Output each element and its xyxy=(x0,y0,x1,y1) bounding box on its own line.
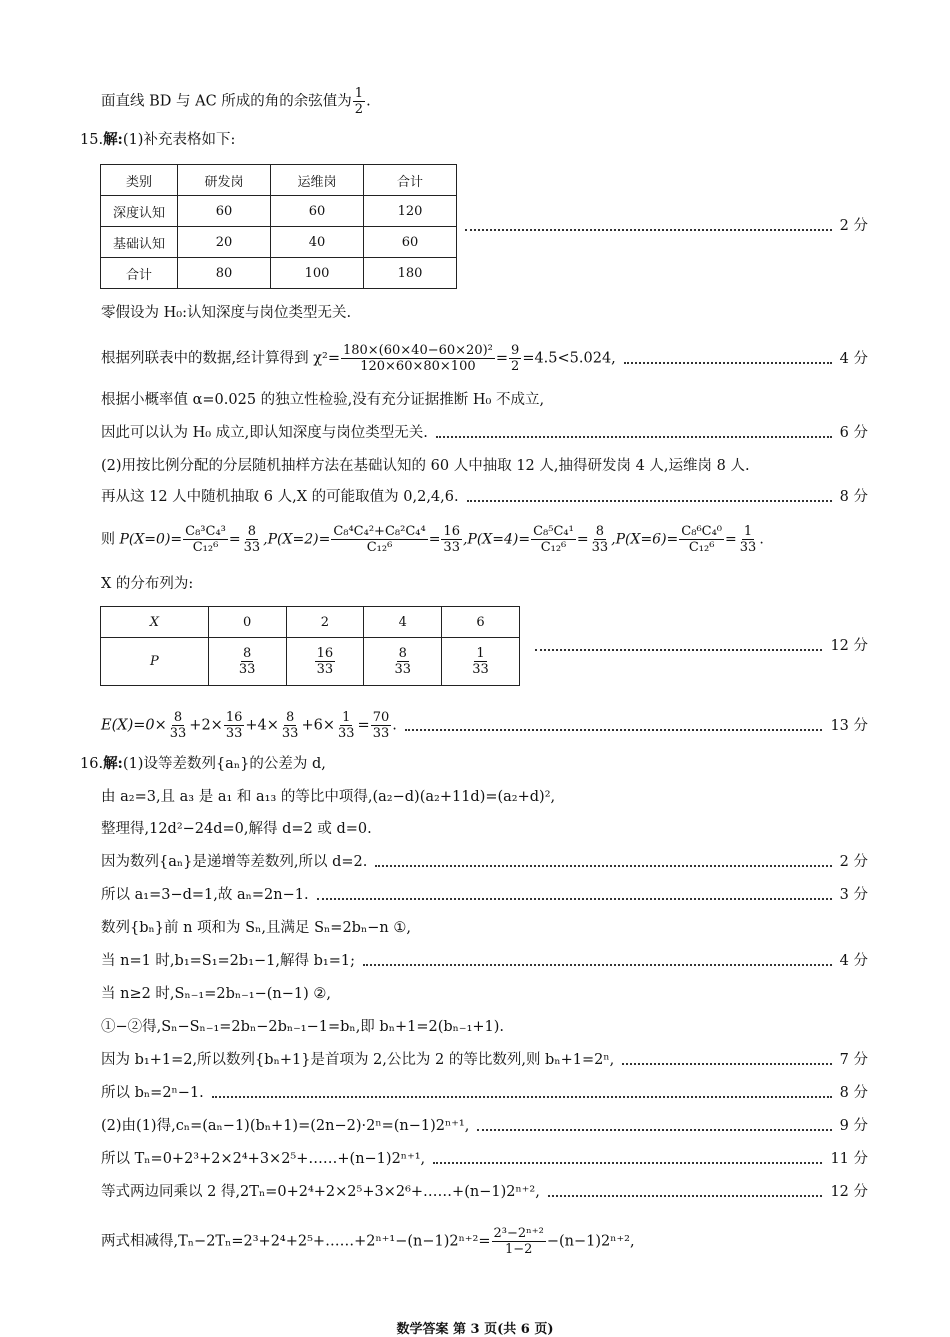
table-cell: 基础认知 xyxy=(101,227,178,258)
score: 8 分 xyxy=(839,489,868,505)
score: 8 分 xyxy=(839,1085,868,1101)
fraction: $\frac{16}{33}$ xyxy=(443,524,460,555)
dot-leader xyxy=(433,1162,822,1164)
table-row xyxy=(101,227,457,258)
q16-line: 由 a₂=3,且 a₃ 是 a₁ 和 a₁₃ 的等比中项得,(a₂−d)(a₂+11d)=(a₂+d)², xyxy=(101,789,556,805)
q16-solution-label: 解: xyxy=(103,755,123,772)
fraction: $\frac{\text{C₈⁴C₄²+C₈²C₄⁴}}{\text{C₁₂⁶}}$ xyxy=(333,524,426,555)
table-cell: 80 xyxy=(178,258,271,289)
fraction: $\frac{1}{33}$ xyxy=(739,524,757,555)
values-row: 再从这 12 人中随机抽取 6 人,X 的可能取值为 0,2,4,6. 8 分 xyxy=(101,489,868,505)
top-line-text: 面直线 BD 与 AC 所成的角的余弦值为 xyxy=(101,93,352,110)
fraction: $\frac{\text{2³−2ⁿ⁺²}}{1-2}$ xyxy=(493,1226,544,1257)
dot-leader xyxy=(535,649,822,651)
contingency-table xyxy=(100,164,457,289)
top-line: 面直线 BD 与 AC 所成的角的余弦值为 $\frac{1}{2}$ . xyxy=(101,86,371,117)
score: 4 分 xyxy=(839,350,868,367)
score: 4 分 xyxy=(839,953,868,969)
score: 7 分 xyxy=(839,1052,868,1068)
fraction: $\frac{8}{33}$ xyxy=(281,710,299,741)
chi-square-row: 根据列联表中的数据,经计算得到 χ²= $\frac{\text{180×(60×40−60×20)²}}{120\times 60\times 80\times 100}$ = $\frac{9}{2}$ =4.5<5.024, 4 分 xyxy=(101,343,868,374)
table-header: P xyxy=(101,638,209,686)
table-cell xyxy=(208,638,286,686)
q16-last-line: 两式相减得,Tₙ−2Tₙ=2³+2⁴+2⁵+……+2ⁿ⁺¹−(n−1)2ⁿ⁺²= $\frac{\text{2³−2ⁿ⁺²}}{1-2}$ −(n−1)2ⁿ⁺², xyxy=(101,1226,635,1257)
q16-score-row: 所以 bₙ=2ⁿ−1. 8 分 xyxy=(101,1085,868,1101)
q16-line: 数列{bₙ}前 n 项和为 Sₙ,且满足 Sₙ=2bₙ−n ①, xyxy=(101,920,411,936)
dot-leader xyxy=(363,964,832,966)
table-header: 运维岗 xyxy=(271,165,364,196)
table-cell: 180 xyxy=(364,258,457,289)
q15-number: 15. xyxy=(80,132,104,148)
table-row xyxy=(101,196,457,227)
dot-leader xyxy=(624,362,832,364)
fraction: $\frac{\text{C₈⁵C₄¹}}{\text{C₁₂⁶}}$ xyxy=(533,524,574,555)
q16-line: 当 n≥2 时,Sₙ₋₁=2bₙ₋₁−(n−1) ②, xyxy=(101,986,332,1002)
dot-leader xyxy=(375,865,831,867)
q16-score-row: 所以 a₁=3−d=1,故 aₙ=2n−1. 3 分 xyxy=(101,887,868,903)
alpha-line: 根据小概率值 α=0.025 的独立性检验,没有充分证据推断 H₀ 不成立, xyxy=(101,392,545,408)
q15-solution-label: 解: xyxy=(103,131,123,148)
expectation-row: E(X)=0× $\frac{8}{33}$ +2× $\frac{16}{33}$ +4× $\frac{8}{33}$ +6× $\frac{1}{33}$ = $\frac{70}{33}$ . 13 分 xyxy=(101,710,868,741)
score: 2 分 xyxy=(839,854,868,870)
q16-score-row: 因为 b₁+1=2,所以数列{bₙ+1}是首项为 2,公比为 2 的等比数列,则 bₙ+1=2ⁿ, 7 分 xyxy=(101,1052,868,1068)
table-row xyxy=(101,638,520,686)
table-header: 合计 xyxy=(364,165,457,196)
dot-leader xyxy=(548,1195,823,1197)
q16-line: 整理得,12d²−24d=0,解得 d=2 或 d=0. xyxy=(101,821,372,837)
table-row xyxy=(101,607,520,638)
q16-score-row: 所以 Tₙ=0+2³+2×2⁴+3×2⁵+……+(n−1)2ⁿ⁺¹, 11 分 xyxy=(101,1151,868,1167)
dot-leader xyxy=(465,229,832,231)
score: 9 分 xyxy=(839,1118,868,1134)
fraction: $\frac{8}{33}$ xyxy=(238,646,256,677)
table-cell: 40 xyxy=(271,227,364,258)
page-footer: 数学答案 第 3 页(共 6 页) xyxy=(396,1322,554,1337)
probability-line: 则 P(X=0)= $\frac{\text{C₈³C₄³}}{\text{C₁₂⁶}}$ = $\frac{8}{33}$ ,P(X=2)= $\frac{\text{C₈⁴C₄²+C₈²C₄⁴}}{\text{C₁₂⁶}}$ = $\frac{16}{33}$ ,P(X=4)= $\frac{\text{C₈⁵C₄¹}}{\text{C₁₂⁶}}$ = $\frac{8}{33}$ ,P(X=6)= $\frac{\text{C₈⁶C₄⁰}}{\text{C₁₂⁶}}$ = $\frac{1}{33}$ . xyxy=(101,524,764,555)
conclude-row: 因此可以认为 H₀ 成立,即认知深度与岗位类型无关. 6 分 xyxy=(101,425,868,441)
dot-leader xyxy=(405,729,823,731)
table-cell: 60 xyxy=(364,227,457,258)
fraction: $\frac{16}{33}$ xyxy=(225,710,243,741)
table-cell xyxy=(442,638,520,686)
score: 12 分 xyxy=(830,638,868,654)
score: 11 分 xyxy=(830,1151,868,1167)
q16-score-row: 等式两边同乘以 2 得,2Tₙ=0+2⁴+2×2⁵+3×2⁶+……+(n−1)2ⁿ⁺², 12 分 xyxy=(101,1184,868,1200)
table-cell: 100 xyxy=(271,258,364,289)
fraction: $\frac{9}{2}$ xyxy=(511,343,520,374)
dot-leader xyxy=(622,1063,831,1065)
table-cell: 60 xyxy=(178,196,271,227)
table-cell: 合计 xyxy=(101,258,178,289)
table-cell: 4 xyxy=(364,607,442,638)
q16-header xyxy=(80,754,326,774)
table-header: X xyxy=(101,607,209,638)
table-cell: 0 xyxy=(208,607,286,638)
q16-header-text: (1)设等差数列{aₙ}的公差为 d, xyxy=(122,756,326,772)
dot-leader xyxy=(212,1096,832,1098)
q15-header xyxy=(80,130,235,150)
fraction: $\frac{1}{2}$ xyxy=(354,86,364,117)
score: 3 分 xyxy=(839,887,868,903)
table-cell: 20 xyxy=(178,227,271,258)
q16-score-row: 因为数列{aₙ}是递增等差数列,所以 d=2. 2 分 xyxy=(101,854,868,870)
table-cell: 6 xyxy=(442,607,520,638)
distribution-title: X 的分布列为: xyxy=(101,576,194,592)
distribution-table xyxy=(100,606,520,686)
q15-header-text: (1)补充表格如下: xyxy=(122,132,236,148)
fraction: $\frac{8}{33}$ xyxy=(591,524,609,555)
fraction: $\frac{\text{C₈⁶C₄⁰}}{\text{C₁₂⁶}}$ xyxy=(681,524,723,555)
score: 2 分 xyxy=(839,218,868,234)
fraction: $\frac{70}{33}$ xyxy=(372,710,390,741)
table-header: 研发岗 xyxy=(178,165,271,196)
score: 13 分 xyxy=(830,717,868,734)
score: 12 分 xyxy=(830,1184,868,1200)
fraction: $\frac{\text{C₈³C₄³}}{\text{C₁₂⁶}}$ xyxy=(185,524,226,555)
fraction: $\frac{16}{33}$ xyxy=(316,646,334,677)
table-header: 类别 xyxy=(101,165,178,196)
table-cell xyxy=(364,638,442,686)
score: 6 分 xyxy=(839,425,868,441)
fraction: $\frac{1}{33}$ xyxy=(472,646,489,677)
dot-leader xyxy=(317,898,832,900)
dot-leader xyxy=(467,500,832,502)
q16-number: 16. xyxy=(80,756,104,772)
table2-score-row xyxy=(535,636,868,656)
q16-score-row: (2)由(1)得,cₙ=(aₙ−1)(bₙ+1)=(2n−2)·2ⁿ=(n−1)2ⁿ⁺¹, 9 分 xyxy=(101,1118,868,1134)
fraction: $\frac{8}{33}$ xyxy=(169,710,187,741)
table-cell: 2 xyxy=(286,607,364,638)
dot-leader xyxy=(477,1129,831,1131)
q16-line: ①−②得,Sₙ−Sₙ₋₁=2bₙ−2bₙ₋₁−1=bₙ,即 bₙ+1=2(bₙ₋₁+1). xyxy=(101,1019,505,1035)
null-hypothesis: 零假设为 H₀:认知深度与岗位类型无关. xyxy=(101,305,352,321)
table-cell: 60 xyxy=(271,196,364,227)
table-cell: 120 xyxy=(364,196,457,227)
part2-line: (2)用按比例分配的分层随机抽样方法在基础认知的 60 人中抽取 12 人,抽得研发岗 4 人,运维岗 8 人. xyxy=(101,458,750,474)
fraction: $\frac{\text{180×(60×40−60×20)²}}{120\times 60\times 80\times 100}$ xyxy=(342,343,493,374)
table1-score-row xyxy=(465,216,868,236)
table-cell: 深度认知 xyxy=(101,196,178,227)
fraction: $\frac{8}{33}$ xyxy=(394,646,411,677)
q16-score-row: 当 n=1 时,b₁=S₁=2b₁−1,解得 b₁=1; 4 分 xyxy=(101,953,868,969)
dot-leader xyxy=(436,436,832,438)
table-row xyxy=(101,258,457,289)
fraction: $\frac{8}{33}$ xyxy=(243,524,261,555)
fraction: $\frac{1}{33}$ xyxy=(337,710,355,741)
table-cell xyxy=(286,638,364,686)
